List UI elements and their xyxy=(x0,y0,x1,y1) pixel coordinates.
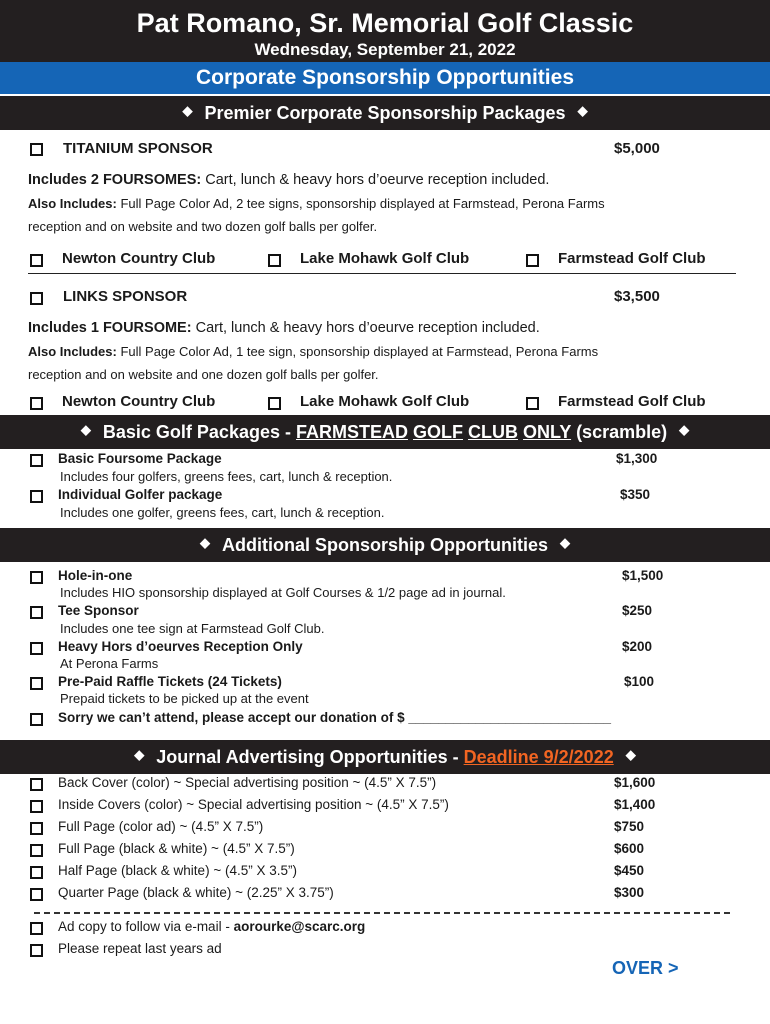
diamond-icon: ◆ xyxy=(625,747,636,762)
additional-heading: ◆ Additional Sponsorship Opportunities ◆ xyxy=(0,528,770,562)
donation-checkbox[interactable] xyxy=(30,713,43,726)
diamond-icon: ◆ xyxy=(560,535,570,550)
links-name: LINKS SPONSOR xyxy=(63,288,188,305)
journal-item-price: $1,400 xyxy=(614,797,656,812)
additional-item-desc: Includes one tee sign at Farmstead Golf Club. xyxy=(60,621,325,636)
journal-heading: ◆ Journal Advertising Opportunities - Deadline 9/2/2022 ◆ xyxy=(0,740,770,774)
basic-checkbox[interactable] xyxy=(30,454,43,467)
basic-item-desc: Includes one golfer, greens fees, cart, lunch & reception. xyxy=(60,505,385,520)
additional-item-price: $1,500 xyxy=(622,568,664,583)
club-option: Lake Mohawk Golf Club xyxy=(300,250,470,267)
journal-checkbox[interactable] xyxy=(30,778,43,791)
titanium-includes: Includes 2 FOURSOMES: Cart, lunch & heavy hors d’oeurve reception included. xyxy=(28,172,550,188)
basic-item-price: $1,300 xyxy=(616,451,658,466)
links-also: Also Includes: Full Page Color Ad, 1 tee sign, sponsorship displayed at Farmstead, Perona Farms xyxy=(28,344,599,359)
journal-item-name: Full Page (black & white) ~ (4.5” X 7.5”) xyxy=(58,841,295,856)
club-option: Farmstead Golf Club xyxy=(558,393,706,410)
diamond-icon: ◆ xyxy=(679,422,690,437)
additional-checkbox[interactable] xyxy=(30,571,43,584)
event-date: Wednesday, September 21, 2022 xyxy=(254,40,516,59)
journal-item-price: $450 xyxy=(614,863,645,878)
titanium-checkbox[interactable] xyxy=(30,143,43,156)
basic-checkbox[interactable] xyxy=(30,490,43,503)
additional-checkbox[interactable] xyxy=(30,606,43,619)
journal-item-name: Back Cover (color) ~ Special advertising position ~ (4.5” X 7.5”) xyxy=(58,775,437,790)
additional-checkbox[interactable] xyxy=(30,642,43,655)
additional-item-desc: Includes HIO sponsorship displayed at Golf Courses & 1/2 page ad in journal. xyxy=(60,585,506,600)
journal-checkbox[interactable] xyxy=(30,844,43,857)
email-link[interactable]: aorourke@scarc.org xyxy=(233,919,366,934)
diamond-icon: ◆ xyxy=(134,747,145,762)
club-checkbox[interactable] xyxy=(526,254,539,267)
additional-item-price: $250 xyxy=(622,603,653,618)
club-option: Newton Country Club xyxy=(62,250,216,267)
titanium-name: TITANIUM SPONSOR xyxy=(63,140,213,157)
over-label: OVER > xyxy=(612,958,679,978)
journal-checkbox[interactable] xyxy=(30,888,43,901)
journal-item-name: Half Page (black & white) ~ (4.5” X 3.5”) xyxy=(58,863,297,878)
diamond-icon: ◆ xyxy=(182,103,193,118)
additional-item-name: Pre-Paid Raffle Tickets (24 Tickets) xyxy=(58,674,282,689)
journal-item-price: $300 xyxy=(614,885,645,900)
page-title: Pat Romano, Sr. Memorial Golf Classic xyxy=(136,8,634,38)
dashed-divider xyxy=(34,912,730,914)
links-price: $3,500 xyxy=(614,288,660,305)
additional-item-name: Hole-in-one xyxy=(58,568,133,583)
journal-item-name: Full Page (color ad) ~ (4.5” X 7.5”) xyxy=(58,819,264,834)
diamond-icon: ◆ xyxy=(80,422,91,437)
additional-checkbox[interactable] xyxy=(30,677,43,690)
links-also-2: reception and on website and one dozen golf balls per golfer. xyxy=(28,367,379,382)
club-option: Newton Country Club xyxy=(62,393,216,410)
links-checkbox[interactable] xyxy=(30,292,43,305)
journal-item-price: $750 xyxy=(614,819,645,834)
titanium-also-2: reception and on website and two dozen golf balls per golfer. xyxy=(28,219,378,234)
repeat-checkbox[interactable] xyxy=(30,944,43,957)
journal-checkbox[interactable] xyxy=(30,822,43,835)
titanium-price: $5,000 xyxy=(614,140,660,157)
club-checkbox[interactable] xyxy=(30,254,43,267)
basic-item-price: $350 xyxy=(620,487,651,502)
diamond-icon: ◆ xyxy=(200,535,210,550)
titanium-also: Also Includes: Full Page Color Ad, 2 tee signs, sponsorship displayed at Farmstead, Perona Farms xyxy=(28,196,605,211)
journal-item-name: Inside Covers (color) ~ Special advertising position ~ (4.5” X 7.5”) xyxy=(58,797,449,812)
basic-item-name: Individual Golfer package xyxy=(58,487,223,502)
additional-item-name: Heavy Hors d’oeurves Reception Only xyxy=(58,639,303,654)
header xyxy=(0,0,770,62)
additional-item-name: Tee Sponsor xyxy=(58,603,139,618)
club-checkbox[interactable] xyxy=(526,397,539,410)
club-option: Farmstead Golf Club xyxy=(558,250,706,267)
club-checkbox[interactable] xyxy=(30,397,43,410)
journal-item-name: Quarter Page (black & white) ~ (2.25” X 3.75”) xyxy=(58,885,334,900)
club-option: Lake Mohawk Golf Club xyxy=(300,393,470,410)
repeat-line: Please repeat last years ad xyxy=(58,941,222,956)
basic-heading: ◆ Basic Golf Packages - FARMSTEAD GOLF CLUB ONLY (scramble) ◆ xyxy=(0,415,770,449)
additional-item-desc: Prepaid tickets to be picked up at the event xyxy=(60,691,309,706)
adcopy-line: Ad copy to follow via e-mail - aorourke@scarc.org xyxy=(58,919,366,934)
diamond-icon: ◆ xyxy=(577,103,588,118)
club-checkbox[interactable] xyxy=(268,254,281,267)
journal-checkbox[interactable] xyxy=(30,800,43,813)
donation-line[interactable]: Sorry we can’t attend, please accept our donation of $ ___________________________ xyxy=(58,710,612,725)
journal-item-price: $1,600 xyxy=(614,775,656,790)
basic-item-desc: Includes four golfers, greens fees, cart, lunch & reception. xyxy=(60,469,393,484)
additional-item-price: $100 xyxy=(624,674,655,689)
journal-item-price: $600 xyxy=(614,841,645,856)
adcopy-checkbox[interactable] xyxy=(30,922,43,935)
divider xyxy=(28,273,736,274)
section-banner: Corporate Sponsorship Opportunities xyxy=(0,62,770,94)
deadline: Deadline 9/2/2022 xyxy=(463,747,614,767)
club-checkbox[interactable] xyxy=(268,397,281,410)
journal-checkbox[interactable] xyxy=(30,866,43,879)
links-includes: Includes 1 FOURSOME: Cart, lunch & heavy hors d’oeurve reception included. xyxy=(28,320,540,336)
basic-item-name: Basic Foursome Package xyxy=(58,451,222,466)
premier-heading: ◆ Premier Corporate Sponsorship Packages ◆ xyxy=(0,96,770,130)
additional-item-price: $200 xyxy=(622,639,653,654)
additional-item-desc: At Perona Farms xyxy=(60,656,159,671)
